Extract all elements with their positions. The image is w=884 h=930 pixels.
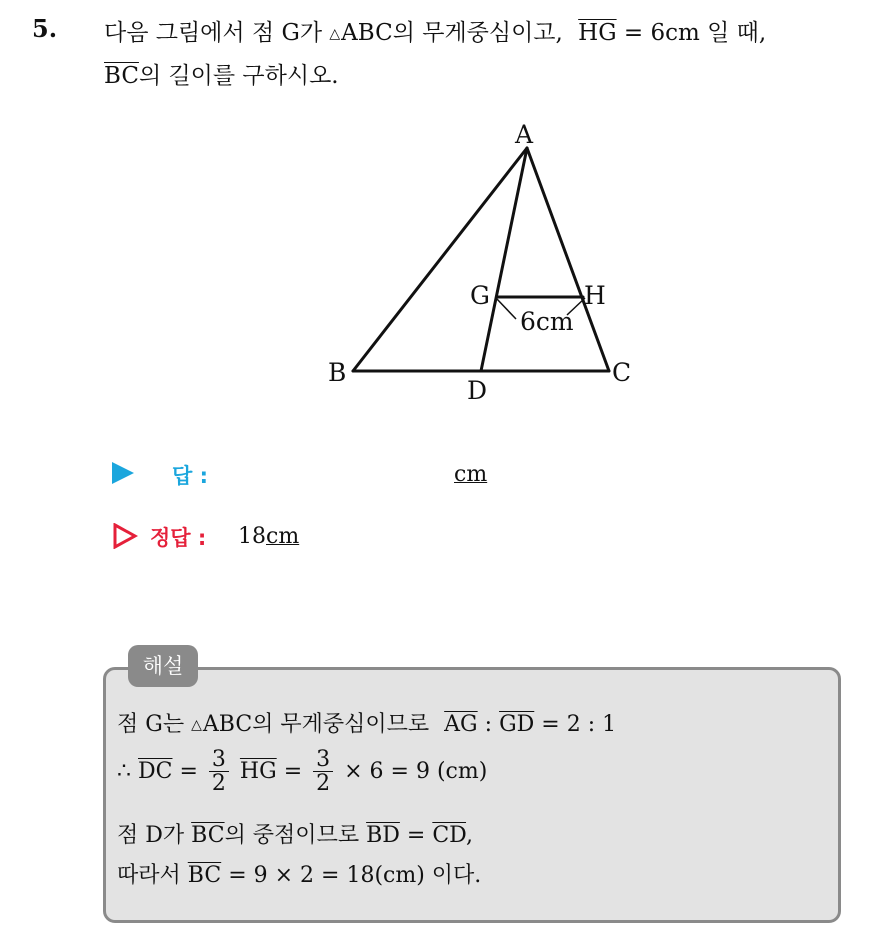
median-ad <box>481 148 527 371</box>
solution-line4: 따라서 $\overline{BC} = 9 \times 2 = 18(cm)$ 이다. <box>117 863 482 888</box>
side-ac <box>527 148 609 371</box>
label-c: C <box>612 358 632 387</box>
segment-hg: $\overline{HG}$ <box>578 20 617 46</box>
segment-bc: $\overline{BC}$ <box>191 823 225 848</box>
label-g: G <box>470 281 490 310</box>
solution-line3: 점 D가 $\overline{BC}$의 중점이므로 $\overline{BD} = \overline{CD}$, <box>117 823 474 848</box>
solution-line2: ∴ $\overline{DC}$ = $\frac{3}{2}$ $\overline{HG}$ = $\frac{3}{2}$ × 6 = 9 (cm) <box>117 747 488 797</box>
measure-label: 6cm <box>520 307 574 336</box>
q-text: = 6cm 일 때, <box>623 20 767 46</box>
label-a: A <box>515 120 534 149</box>
segment-cd: $\overline{CD}$ <box>432 823 467 848</box>
q-text: ABC의 무게중심이고, <box>341 20 563 46</box>
question-text-line1 <box>104 14 766 47</box>
triangle-figure <box>320 115 650 415</box>
segment-bc: $\overline{BC}$ <box>104 63 139 89</box>
triangle-symbol: △ <box>329 26 341 42</box>
answer-unit: cm <box>454 462 488 487</box>
segment-ag: $\overline{AG}$ <box>444 712 478 737</box>
hollow-arrow-icon <box>112 523 138 549</box>
answer-label: 답 : <box>172 464 208 488</box>
fraction-three-halves: $\frac{3}{2}$ <box>209 748 229 795</box>
q-text: 다음 그림에서 점 G가 <box>104 20 323 46</box>
solution-line1: 점 G는 △ABC의 무게중심이므로 $\overline{AG}$ : $\overline{GD} = 2$ : 1 <box>117 712 617 737</box>
correct-answer-label: 정답 : <box>150 526 207 550</box>
segment-hg: $\overline{HG}$ <box>239 759 277 785</box>
question-text-line2 <box>104 57 339 90</box>
label-d: D <box>467 376 488 405</box>
triangle-symbol: △ <box>191 717 202 733</box>
question-number: 5. <box>32 14 58 43</box>
solution-tab: 해설 <box>128 645 198 687</box>
side-ab <box>353 148 527 371</box>
segment-bd: $\overline{BD}$ <box>366 823 400 848</box>
segment-gd: $\overline{GD}$ <box>499 712 535 737</box>
measure-tick-left <box>496 298 516 319</box>
label-h: H <box>584 281 606 310</box>
q-text: 의 길이를 구하시오. <box>138 63 339 89</box>
play-arrow-icon <box>112 462 134 484</box>
segment-bc: $\overline{BC}$ <box>187 863 222 888</box>
correct-answer-value: 18cm <box>238 524 300 549</box>
label-b: B <box>328 358 347 387</box>
segment-dc: $\overline{DC}$ <box>138 759 173 785</box>
fraction-three-halves: $\frac{3}{2}$ <box>313 748 333 795</box>
